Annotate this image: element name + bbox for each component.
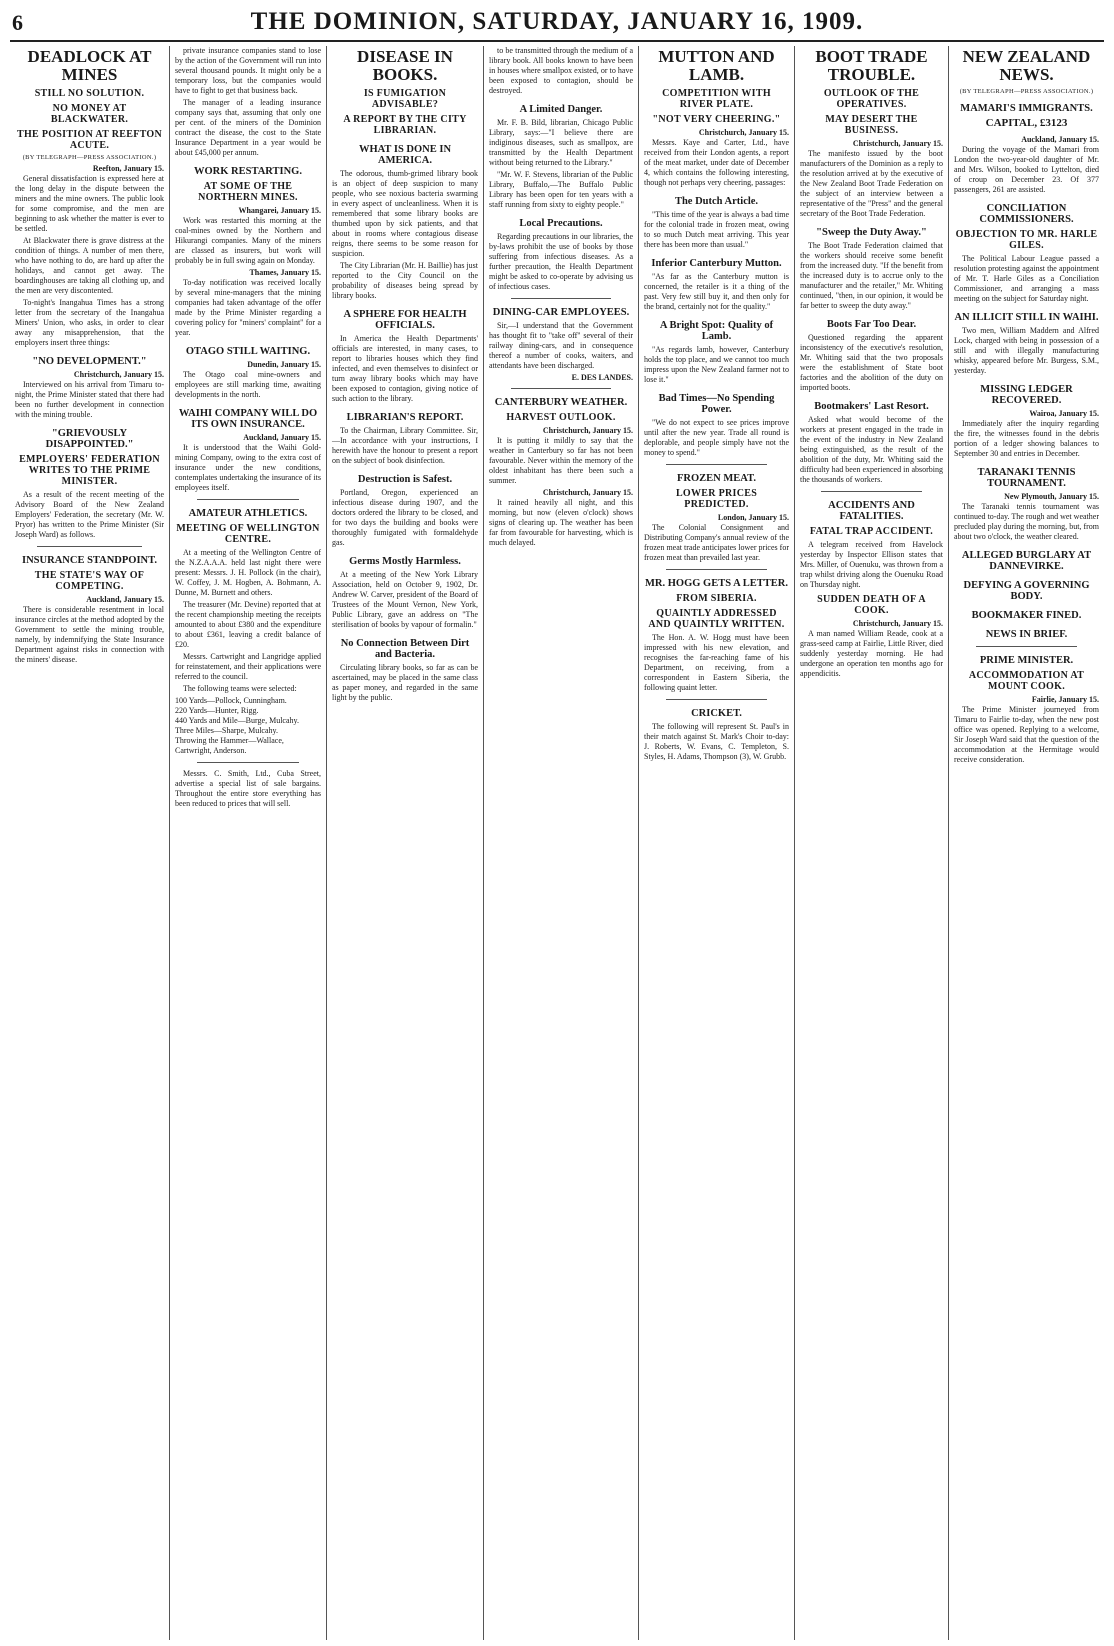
article-paragraph: The manifesto issued by the boot manufacturers of the Dominion as a reply to the resolution arrived at by the executive of the New Zealand Boot Trade Federation on the subject of an interview between a representative of the "Press" and the general secretary of the Boot Trade Federation. (800, 148, 943, 218)
section-head: TARANAKI TENNIS TOURNAMENT. (977, 466, 1076, 489)
masthead (10, 6, 1104, 42)
subhead: AT SOME OF THE NORTHERN MINES. (198, 181, 298, 203)
column-1 (10, 46, 170, 1640)
subhead: OUTLOOK OF THE OPERATIVES. (823, 87, 920, 110)
headline-mutton: MUTTON AND LAMB. (658, 47, 775, 84)
dateline: Wairoa, January 15. (1029, 408, 1099, 418)
article-paragraph: The treasurer (Mr. Devine) reported that at the recent championship meeting the receipts amounted to about £380 and the expenditure to about £361, leaving a credit balance of £20. (175, 600, 321, 649)
section-head: MR. HOGG GETS A LETTER. (645, 577, 788, 589)
section-head: WAIHI COMPANY WILL DO ITS OWN INSURANCE. (178, 408, 318, 430)
divider (511, 298, 612, 299)
article-paragraph: At a meeting of the Wellington Centre of the N.Z.A.A.A. held last night there were present: Messrs. J. H. Pollock (in the chair), W. Coffey, J. M. Hogben, A. Bohmann, A. Dunne, M. Burnett and others. (175, 548, 321, 597)
dateline: New Plymouth, January 15. (1004, 491, 1099, 501)
section-head: Bad Times—No Spending Power. (658, 392, 775, 415)
article-paragraph: General dissatisfaction is expressed here at the long delay in the dispute between the miners and the mine owners. The public look for some compromise, and the men are beginning to ask whether the matter is ever to be settled. (15, 173, 164, 233)
column-3 (327, 46, 484, 1640)
dateline: Christchurch, January 15. (852, 138, 943, 148)
article-paragraph: Asked what would become of the workers at present engaged in the trade in the event of the industry in New Zealand being extinguished, as the result of the abolition of the duty, Mr. Whiting said the difficulty had been experienced in absorbing the thousands of workers. (800, 414, 943, 484)
article-paragraph: Messrs. Cartwright and Langridge applied for reinstatement, and their applications were referred to the council. (175, 652, 321, 681)
subhead: HARVEST OUTLOOK. (506, 412, 616, 423)
divider (197, 499, 299, 500)
section-head: OTAGO STILL WAITING. (185, 346, 311, 357)
section-head: CANTERBURY WEATHER. (494, 397, 628, 408)
section-head: Local Precautions. (519, 218, 603, 229)
subhead: EMPLOYERS' FEDERATION WRITES TO THE PRIME MINISTER. (19, 453, 160, 487)
article-paragraph: The Political Labour League passed a resolution protesting against the appointment of Mr. T. Harle Giles as a Conciliation Commissioner, and arranging a mass meeting on the subject for Saturday night. (954, 253, 1099, 303)
section-head: NEWS IN BRIEF. (985, 628, 1068, 640)
section-head: WHAT IS DONE IN AMERICA. (358, 143, 452, 166)
newspaper-page (10, 6, 1104, 1640)
section-head: Boots Far Too Dear. (826, 318, 917, 330)
headline-boot-trade: BOOT TRADE TROUBLE. (815, 47, 928, 84)
section-head: Germs Mostly Harmless. (349, 555, 461, 567)
article-paragraph: Regarding precautions in our libraries, the by-laws prohibit the use of books by those suffering from infectious diseases. As a further precaution, the Health Department might be asked to co-operate by advising us of infectious cases. (489, 232, 633, 291)
article-paragraph: Questioned regarding the apparent inconsistency of the executive's resolution, Mr. Whiting said that the two proposals were the establishment of State boot factories and the abolition of the duty on imported boots. (800, 332, 943, 392)
article-paragraph: private insurance companies stand to lose by the action of the Government will run into several thousand pounds. It might only be a temporary loss, but the companies would have to fight to get that business back. (175, 46, 321, 95)
divider (976, 646, 1078, 647)
article-paragraph: Interviewed on his arrival from Timaru to-night, the Prime Minister stated that there had been no further development in connection with the mining trouble. (15, 379, 164, 419)
dateline: Dunedin, January 15. (247, 360, 321, 369)
capital-figure: CAPITAL, £3123 (985, 116, 1068, 129)
section-head: No Connection Between Dirt and Bacteria. (340, 637, 470, 660)
subhead: MAY DESERT THE BUSINESS. (825, 113, 918, 136)
article-paragraph: The Hon. A. W. Hogg must have been impressed with his new elevation, and recognises the far-reaching fame of his Department, on receiving, from a correspondent in Eastern Siberia, the following quaint letter. (644, 632, 789, 692)
article-paragraph: The following will represent St. Paul's in their match against St. Mark's Choir to-day: J. Roberts, W. Evans, C. Templeton, S. Styles, H. Adams, Thompson (3), W. Grubb. (644, 721, 789, 761)
article-paragraph: The odorous, thumb-grimed library book is an object of deep suspicion to many people, who see noxious bacteria swarming in every aspect of uncleanliness. When it is remembered that some library books are thumbed upon by sick patients, and that about in rooms where contagious disease reigns, there seems to be some reason for suspicion. (332, 168, 478, 258)
section-head: WORK RESTARTING. (194, 166, 302, 177)
dateline: Christchurch, January 15. (542, 488, 633, 497)
subhead: "NOT VERY CHEERING." (652, 113, 781, 125)
article-paragraph: It is putting it mildly to say that the weather in Canterbury so far has not been favourable. Never within the memory of the oldest inhabitant has there been such a summer. (489, 436, 633, 485)
article-paragraph: At Blackwater there is grave distress at the condition of things. A number of men there, who have nothing to do, are hard up after the holidays, and cannot get away. The boardinghouses are taking all clothing up, and the men are very discontented. (15, 235, 164, 295)
subhead: FROM SIBERIA. (676, 592, 757, 604)
section-head: DINING-CAR EMPLOYEES. (492, 307, 630, 318)
column-6 (795, 46, 949, 1640)
article-paragraph: To-day notification was received locally by several mine-managers that the mining companies had taken advantage of the offer made by the Prime Minister regarding a covering policy for "miners' complaint" for a year. (175, 278, 321, 337)
dateline: Auckland, January 15. (1021, 134, 1099, 144)
subhead: COMPETITION WITH RIVER PLATE. (662, 87, 771, 110)
article-paragraph: The City Librarian (Mr. H. Baillie) has just reported to the City Council on the probability of diseases being spread by library books. (332, 260, 478, 300)
columns (10, 46, 1104, 1640)
list-item: Three Miles—Sharpe, Mulcahy. (175, 726, 279, 735)
article-paragraph: To-night's Inangahua Times has a strong letter from the secretary of the Inangahua Miners' Union, who asks, in order to clear away any misapprehension, that the employers insert three things: (15, 297, 164, 347)
section-head: AMATEUR ATHLETICS. (188, 508, 308, 519)
subhead: FATAL TRAP ACCIDENT. (809, 525, 934, 537)
section-head: "Sweep the Duty Away." (816, 226, 927, 238)
divider (197, 762, 299, 763)
divider (666, 569, 768, 570)
headline-disease: DISEASE IN BOOKS. (357, 47, 453, 84)
wire-credit: (BY TELEGRAPH—PRESS ASSOCIATION.) (959, 87, 1094, 95)
article-paragraph: At a meeting of the New York Library Association, held on October 9, 1902, Dr. Andrew W. Carver, president of the Board of Trustees of the Mount Vernon, New York, Public Library, gave an address on "The sterilisation of books by vapour of formalin." (332, 569, 478, 629)
article-paragraph: There is considerable resentment in local insurance circles at the method adopted by the Government to settle the mining trouble, namely, by indemnifying the State Insurance Department against risks in connection with the miners' disease. (15, 604, 164, 664)
dateline: Christchurch, January 15. (698, 127, 789, 137)
section-head: MAMARI'S IMMIGRANTS. (960, 102, 1093, 114)
article-paragraph: "Mr. W. F. Stevens, librarian of the Public Library, Buffalo,—The Buffalo Public Library has been open for ten years with a staff running from sixty to eighty people." (489, 170, 633, 209)
divider (666, 699, 768, 700)
column-4 (484, 46, 639, 1640)
section-head: The Dutch Article. (674, 195, 759, 207)
dateline: Christchurch, January 15. (542, 426, 633, 435)
column-2 (170, 46, 327, 1640)
article-paragraph: The manager of a leading insurance company says that, assuming that only one per cent. of the miners of the Dominion contract the disease, the cost to the State Insurance Department in a year would be about £45,000 per annum. (175, 98, 321, 157)
article-paragraph: Portland, Oregon, experienced an infectious disease during 1907, and the doctors ordered the library to be closed, and for two days the building and books were thoroughly fumigated with formaldehyde gas. (332, 487, 478, 547)
section-head: BOOKMAKER FINED. (971, 609, 1082, 621)
article-paragraph: "We do not expect to see prices improve until after the new year. Trade all round is deplorable, and people simply have not the money to spend." (644, 417, 789, 457)
signoff: E. DES LANDES. (571, 373, 633, 382)
section-head: ALLEGED BURGLARY AT DANNEVIRKE. (961, 549, 1092, 572)
article-paragraph: Sir,—I understand that the Government has thought fit to "take off" several of their railway dining-cars, and in consequence thereof a number of cooks, waiters, and attendants have been discharged. (489, 321, 633, 370)
article-paragraph: It is understood that the Waihi Gold-mining Company, owing to the extra cost of insurance under the new conditions, contemplates undertaking the insurance of its employees itself. (175, 443, 321, 492)
section-head: AN ILLICIT STILL IN WAIHI. (954, 311, 1099, 323)
list-item: 440 Yards and Mile—Burge, Mulcahy. (175, 716, 299, 725)
section-head: INSURANCE STANDPOINT. (22, 554, 157, 566)
column-7 (949, 46, 1104, 1640)
section-head: A Limited Danger. (519, 104, 603, 115)
article-paragraph: "As regards lamb, however, Canterbury holds the top place, and we cannot too much impress upon the New Zealand farmer not to lose it." (644, 344, 789, 384)
article-paragraph: In America the Health Departments' officials are interested, in many cases, to report to libraries houses which they find infected, and even themselves to disinfect or turn away library books which may have been exposed to contagion, giving notice of such action to the library. (332, 333, 478, 403)
article-paragraph: A man named William Reade, cook at a grass-seed camp at Fairlie, Little River, died suddenly yesterday morning. He had undergone an operation ten months ago for appendicitis. (800, 628, 943, 678)
article-paragraph: The Taranaki tennis tournament was continued to-day. The rough and wet weather precluded play during the morning, but, from about two o'clock, the weather cleared. (954, 501, 1099, 541)
article-paragraph: Mr. F. B. Bild, librarian, Chicago Public Library, says:—"I believe there are indiginous diseases, such as smallpox, are transmitted by the Health Department without being returned to the Library." (489, 118, 633, 167)
section-head: MISSING LEDGER RECOVERED. (980, 383, 1073, 406)
list-title: The following teams were selected: (183, 684, 297, 693)
section-head: Inferior Canterbury Mutton. (651, 257, 782, 269)
article-paragraph: "As far as the Canterbury mutton is concerned, the retailer is it a thing of the past. Very few still buy it, and then only for the brand, certainly not for the quality." (644, 271, 789, 311)
headline-nz-news: NEW ZEALAND NEWS. (962, 47, 1091, 84)
column-5 (639, 46, 795, 1640)
article-paragraph: The Colonial Consignment and Distributing Company's annual review of the frozen meat trade anticipates lower prices for frozen meat than prevailed last year. (644, 522, 789, 562)
dateline: Reefton, January 15. (92, 163, 164, 173)
article-paragraph: Messrs. C. Smith, Ltd., Cuba Street, advertise a special list of sale bargains. Throughout the entire store everything has been reduced to prices that will sell. (175, 769, 321, 808)
section-head: CONCILIATION COMMISSIONERS. (979, 202, 1074, 225)
subhead: MEETING OF WELLINGTON CENTRE. (176, 523, 320, 545)
masthead-title: THE DOMINION, SATURDAY, JANUARY 16, 1909. (250, 8, 864, 35)
subhead: ACCOMMODATION AT MOUNT COOK. (968, 669, 1085, 692)
article-paragraph: To the Chairman, Library Committee. Sir,—In accordance with your instructions, I herewith have the honour to present a report on the subject of book disinfection. (332, 425, 478, 465)
article-paragraph: Work was restarted this morning at the coal-mines owned by the Northern and Hikurangi companies. Many of the miners are classed as insurers, but work will probably be in full swing again on Monday. (175, 216, 321, 265)
dateline: Whangarei, January 15. (238, 206, 321, 215)
headline-deadlock: DEADLOCK AT MINES (27, 47, 152, 84)
section-head: DEFYING A GOVERNING BODY. (963, 579, 1090, 602)
subhead: STILL NO SOLUTION. (34, 87, 145, 99)
section-head: A Bright Spot: Quality of Lamb. (659, 319, 774, 342)
dateline: Christchurch, January 15. (852, 618, 943, 628)
article-paragraph: to be transmitted through the medium of a library book. All books known to have been in houses where smallpox existed, or to have been exposed to contagion, should be destroyed. (489, 46, 633, 95)
article-paragraph: A telegram received from Havelock yesterday by Inspector Ellison states that Mrs. Miller, of Ouenuku, was thrown from a trap whilst driving along the Ouenuku Road on Thursday night. (800, 539, 943, 589)
article-paragraph: The Boot Trade Federation claimed that the workers should receive some benefit from the increased duty. "If the benefit from the increased duty is to accrue only to the manufacturer and the retailer," Mr. Whiting continued, "then, in our opinion, it would be far better to sweep the duty away." (800, 240, 943, 310)
list-item: 100 Yards—Pollock, Cunningham. (175, 696, 287, 705)
article-paragraph: The Otago coal mine-owners and employees are still marking time, awaiting developments in the north. (175, 370, 321, 399)
article-paragraph: It rained heavily all night, and this morning, but now (eleven o'clock) shows signs of clearing up. The weather has been far from favourable for harvesting, which is much delayed. (489, 498, 633, 547)
section-head: Bootmakers' Last Resort. (814, 400, 929, 412)
dateline: Christchurch, January 15. (73, 369, 164, 379)
article-paragraph: During the voyage of the Mamari from London the two-year-old daughter of Mr. and Mrs. Wilson, booked to Lyttelton, died of croup on December 23. Of 377 passengers, 261 are assisted. (954, 144, 1099, 194)
dateline: Fairlie, January 15. (1031, 694, 1099, 704)
section-head: A SPHERE FOR HEALTH OFFICIALS. (343, 308, 467, 331)
article-paragraph: The Prime Minister journeyed from Timaru to Fairlie to-day, when the new post office was opened. Replying to a welcome, Sir Joseph Ward said that the question of the accommodation at the Hermitage would receive consideration. (954, 704, 1099, 764)
subhead: LOWER PRICES PREDICTED. (675, 487, 758, 510)
subhead: IS FUMIGATION ADVISABLE? (363, 87, 447, 110)
subhead: THE POSITION AT REEFTON ACUTE. (17, 128, 162, 151)
section-head: FROZEN MEAT. (677, 472, 756, 484)
subhead: OBJECTION TO MR. HARLE GILES. (955, 228, 1098, 251)
wire-credit: (BY TELEGRAPH—PRESS ASSOCIATION.) (22, 153, 157, 161)
subhead: SUDDEN DEATH OF A COOK. (817, 593, 926, 616)
article-paragraph: Messrs. Kaye and Carter, Ltd., have received from their London agents, a report of the meat market, under date of December 4, which contains the following interesting, though not perhaps very cheering, passages: (644, 137, 789, 187)
divider (511, 388, 612, 389)
article-paragraph: "This time of the year is always a bad time for the colonial trade in frozen meat, owing to so much Dutch meat arriving. This year there has been more than usual." (644, 209, 789, 249)
team-list (175, 696, 321, 756)
divider (821, 491, 921, 492)
section-head: "NO DEVELOPMENT." (32, 355, 147, 367)
divider (37, 546, 141, 547)
article-paragraph: Circulating library books, so far as can be ascertained, may be placed in the same class as paper money, and regarded in the same light by the public. (332, 662, 478, 702)
dateline: London, January 15. (717, 512, 789, 522)
subhead: NO MONEY AT BLACKWATER. (50, 102, 129, 125)
article-paragraph: As a result of the recent meeting of the Advisory Board of the New Zealand Employers' Federation, the secretary (Mr. W. Pryor) has written to the Prime Minister (Sir Joseph Ward) as follows. (15, 489, 164, 539)
dateline: Auckland, January 15. (243, 433, 321, 442)
subhead: A REPORT BY THE CITY LIBRARIAN. (343, 113, 467, 136)
subhead: THE STATE'S WAY OF COMPETING. (34, 569, 145, 592)
subhead: QUAINTLY ADDRESSED AND QUAINTLY WRITTEN. (648, 607, 785, 630)
page-number: 6 (12, 10, 23, 35)
article-paragraph: Immediately after the inquiry regarding the fire, the witnesses found in the debris portion of a ledger showing balances to September 30 and entries in December. (954, 418, 1099, 458)
dateline: Auckland, January 15. (86, 594, 164, 604)
section-head: CRICKET. (691, 707, 742, 719)
list-item: 220 Yards—Hunter, Rigg. (175, 706, 259, 715)
section-head: ACCIDENTS AND FATALITIES. (828, 499, 915, 522)
divider (666, 464, 768, 465)
section-head: LIBRARIAN'S REPORT. (346, 411, 464, 423)
section-head: PRIME MINISTER. (979, 654, 1074, 666)
section-head: Destruction is Safest. (357, 473, 453, 485)
section-head: "GRIEVOUSLY DISAPPOINTED." (45, 427, 134, 450)
dateline: Thames, January 15. (249, 268, 321, 277)
list-item: Throwing the Hammer—Wallace, Cartwright, Anderson. (175, 736, 284, 755)
article-paragraph: Two men, William Maddern and Alfred Lock, charged with being in possession of a still and with illegally manufacturing whisky, appeared before Mr. Burgess, S.M., yesterday. (954, 325, 1099, 375)
